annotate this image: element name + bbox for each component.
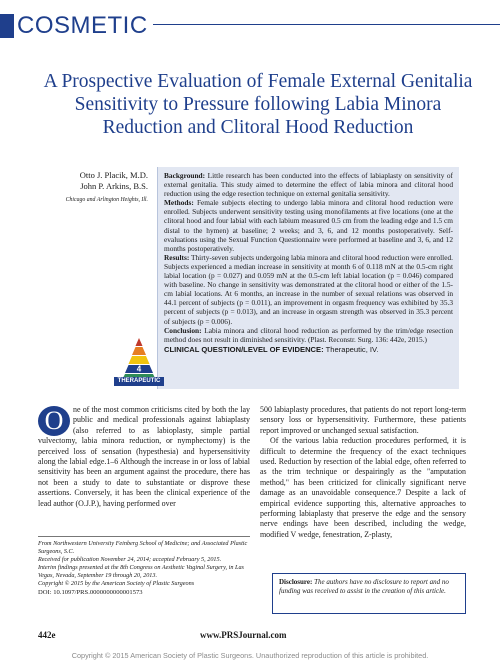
abstract-conclusion: Conclusion: Labia minora and clitoral hood reduction as performed by the trim/edge resection method does not result in diminished sensitivity. (Plast. Reconstr. Surg. 136: 442e, 2015.) — [164, 325, 453, 344]
author-name: Otto J. Placik, M.D. — [79, 170, 148, 180]
journal-url-link[interactable]: www.PRSJournal.com — [200, 630, 287, 640]
abstract-methods: Methods: Female subjects electing to undergo labia minora and clitoral hood reduction were enrolled. Subjects underwent sensitivity testing using monofilaments at five locations (one at the clitoral hood and four labial with each labium measured 0.5 cm from the leading edge and 1.5 cm distal to the hymen) at baseline; 2 weeks; and 3, 6, and 12 months postoperatively. Self-evaluations using the Sexual Function Questionnaire were performed at baseline and 3, 6, and 12 months postoperatively. — [164, 198, 453, 253]
footnotes — [38, 536, 250, 597]
therapeutic-label: THERAPEUTIC — [114, 377, 164, 386]
body-column-right — [260, 405, 466, 540]
evidence-level-number: 4 — [136, 364, 142, 374]
disclosure-box: Disclosure: The authors have no disclosure to report and no funding was received to assist in the creation of this article. — [272, 573, 466, 614]
abstract-background: Background: Little research has been conducted into the effects of labiaplasty on sensitivity of external genitalia. This study aimed to determine the effect of labia minora and clitoral hood reduction using the edge resection technique on external genitalia sensitivity. — [164, 171, 453, 199]
copyright-notice: Copyright © 2015 American Society of Plastic Surgeons. Unauthorized reproduction of this article is prohibited. — [71, 651, 429, 660]
body-paragraph: 500 labiaplasty procedures, that patients do not report long-term sensory loss or hypersensitivity. Furthermore, these patients report improved or unchanged sexual satisfaction. — [260, 405, 466, 435]
section-color-bar — [0, 14, 14, 38]
body-paragraph: ne of the most common criticisms cited by both the lay public and medical professionals against labiaplasty (also referred to as labioplasty, simple partial vulvectomy, labia minora reduction, or nymphectomy) is the perceived loss of sensation (hypesthesia) and hypersensitivity along the labial edge.1–6 Although the increase in or loss of labial sensitivity has been an argument against the procedure, there has not been a study to date to substantiate or disprove these assertions. Conversely, it has been the clinical experience of the lead author (O.J.P.), having performed over — [38, 405, 250, 508]
author-list — [48, 170, 148, 192]
section-heading: COSMETIC — [17, 12, 148, 39]
footnote-received: Received for publication November 24, 2014; accepted February 5, 2015. — [38, 555, 222, 563]
author-affiliation: Chicago and Arlington Heights, Ill. — [65, 197, 148, 203]
article-title: A Prospective Evaluation of Female External Genitalia Sensitivity to Pressure following Labia Minora Reduction and Clitoral Hood Reduction — [43, 71, 473, 138]
evidence-level: CLINICAL QUESTION/LEVEL OF EVIDENCE: Therapeutic, IV. — [164, 344, 379, 354]
footnote-copyright: Copyright © 2015 by the American Society of Plastic Surgeons — [38, 579, 195, 587]
page-number: 442e — [38, 630, 56, 640]
author-name: John P. Arkins, B.S. — [80, 181, 148, 191]
body-column-left — [38, 405, 250, 509]
footnote-affiliation: From Northwestern University Feinberg School of Medicine; and Associated Plastic Surgeons, S.C. — [38, 540, 248, 555]
doi-link[interactable]: DOI: 10.1097/PRS.0000000000001573 — [38, 589, 143, 597]
abstract-results: Results: Thirty-seven subjects undergoing labia minora and clitoral hood reduction were enrolled. Subjects experienced a median increase in sensitivity at month 6 of 0.118 mN at the 0.5-cm right labial location (p = 0.027) and 0.059 mN at the 0.5-cm left labial location (p = 0.046) compared with baseline. No change in sensitivity was demonstrated at the clitoral hood or either of the 1.5-cm labial locations. At 6 months, an increase in the number of sexual relations was observed in 44.1 percent of subjects (p = 0.011), an improvement in orgasm frequency was exhibited by 35.3 percent of subjects (p = 0.013), and an increase in orgasm strength was observed in 35.3 percent of subjects (p = 0.006). — [164, 252, 453, 326]
footnote-interim: Interim findings presented at the 8th Congress on Aesthetic Vaginal Surgery, in Las Vegas, Nevada, September 19 through 20, 2013. — [38, 563, 244, 579]
abstract-box — [157, 167, 459, 389]
drop-cap: O — [38, 406, 70, 436]
section-divider — [153, 24, 500, 25]
body-paragraph: Of the various labia reduction procedures performed, it is difficult to determine the frequency of the exact techniques used. Reduction by resection of the labial edge, often referred to as the trim technique or despairingly as the "amputation method," has been criticized for clinically significant nerve damage as an unavoidable consequence.7 Despite a lack of empirical evidence supporting this, alternative approaches to performing labiaplasty that preserve the edge and the sensory nerve endings have been described, including the wedge, modified V wedge, fenestration, Z-plasty, — [260, 436, 466, 539]
